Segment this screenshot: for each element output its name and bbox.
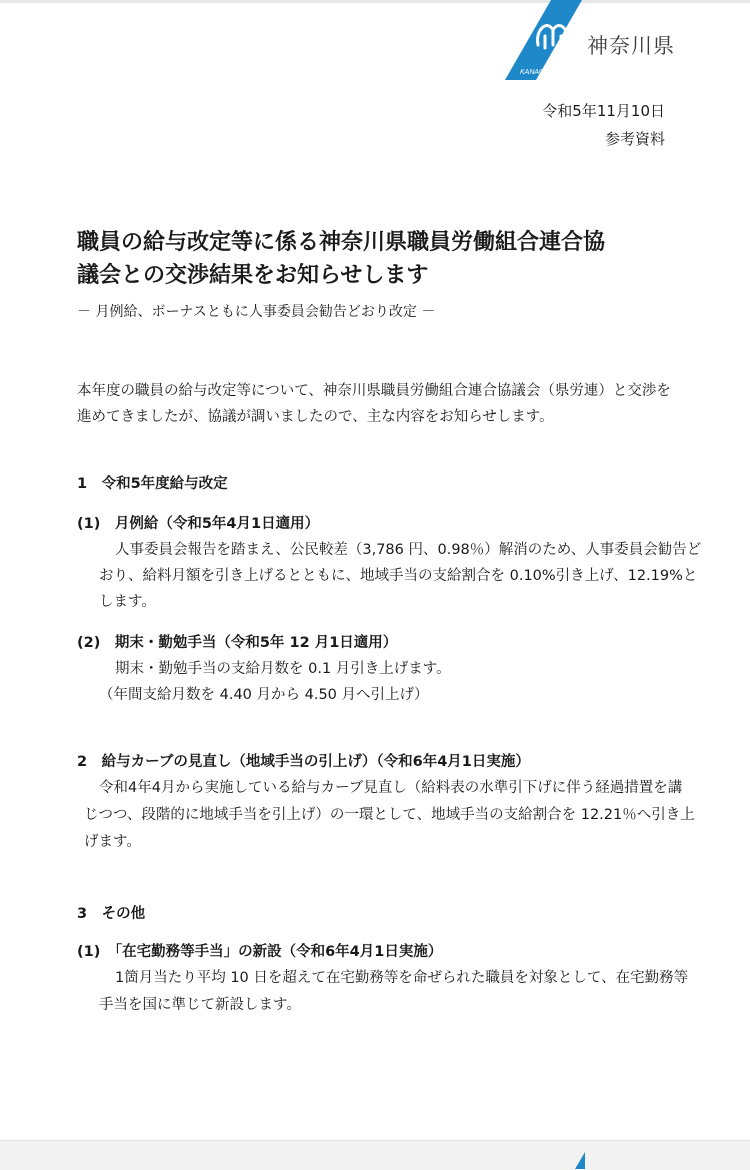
next-page-logo-fragment bbox=[575, 1152, 585, 1169]
section-2-heading: 2 給与カーブの見直し（地域手当の引上げ）（令和6年4月1日実施） bbox=[77, 754, 530, 770]
document-type-label: 参考資料 bbox=[604, 130, 665, 148]
logo-text: 神奈川県 bbox=[587, 34, 675, 58]
section-2-line-3: げます。 bbox=[84, 834, 141, 850]
section-1-heading: 1 令和5年度給与改定 bbox=[77, 476, 228, 492]
section-3-1-heading: (1) 「在宅勤務等手当」の新設（令和6年4月1日実施） bbox=[77, 944, 443, 960]
document-date: 令和5年11月10日 bbox=[542, 102, 665, 120]
section-1-1-line-1: 人事委員会報告を踏まえ、公民較差（3,786 円、0.98％）解消のため、人事委員会勧告ど bbox=[115, 542, 702, 558]
section-1-2-line-1: 期末・勤勉手当の支給月数を 0.1 月引き上げます。 bbox=[115, 661, 451, 677]
section-3-heading: 3 その他 bbox=[77, 906, 146, 922]
logo-small-text: KANAGAWA bbox=[520, 69, 561, 76]
intro-line-1: 本年度の職員の給与改定等について、神奈川県職員労働組合連合協議会（県労連）と交渉を bbox=[77, 383, 671, 399]
section-1-1-line-2: おり、給料月額を引き上げるとともに、地域手当の支給割合を 0.10%引き上げ、12.19%と bbox=[99, 568, 698, 584]
next-page-edge bbox=[0, 1140, 750, 1170]
page-title-line-1: 職員の給与改定等に係る神奈川県職員労働組合連合協 bbox=[77, 230, 606, 255]
page-subtitle: － 月例給、ボーナスともに人事委員会勧告どおり改定 － bbox=[77, 304, 436, 320]
section-1-1-line-3: します。 bbox=[99, 594, 156, 610]
section-2-line-2: じつつ、段階的に地域手当を引上げ）の一環として、地域手当の支給割合を 12.21％へ引き上 bbox=[84, 807, 695, 823]
section-3-1-line-2: 手当を国に準じて新設します。 bbox=[99, 997, 301, 1013]
section-1-2-heading: (2) 期末・勤勉手当（令和5年 12 月1日適用） bbox=[77, 635, 398, 651]
section-2-line-1: 令和4年4月から実施している給与カーブ見直し（給料表の水準引下げに伴う経過措置を講 bbox=[99, 780, 683, 796]
section-3-1-line-1: 1箇月当たり平均 10 日を超えて在宅勤務等を命ぜられた職員を対象として、在宅勤務等 bbox=[115, 970, 689, 986]
section-1-1-heading: (1) 月例給（令和5年4月1日適用） bbox=[77, 516, 320, 532]
intro-line-2: 進めてきましたが、協議が調いましたので、主な内容をお知らせします。 bbox=[77, 409, 554, 425]
section-1-2-line-2: （年間支給月数を 4.40 月から 4.50 月へ引上げ） bbox=[99, 687, 429, 703]
page-title-line-2: 議会との交渉結果をお知らせします bbox=[77, 263, 429, 288]
